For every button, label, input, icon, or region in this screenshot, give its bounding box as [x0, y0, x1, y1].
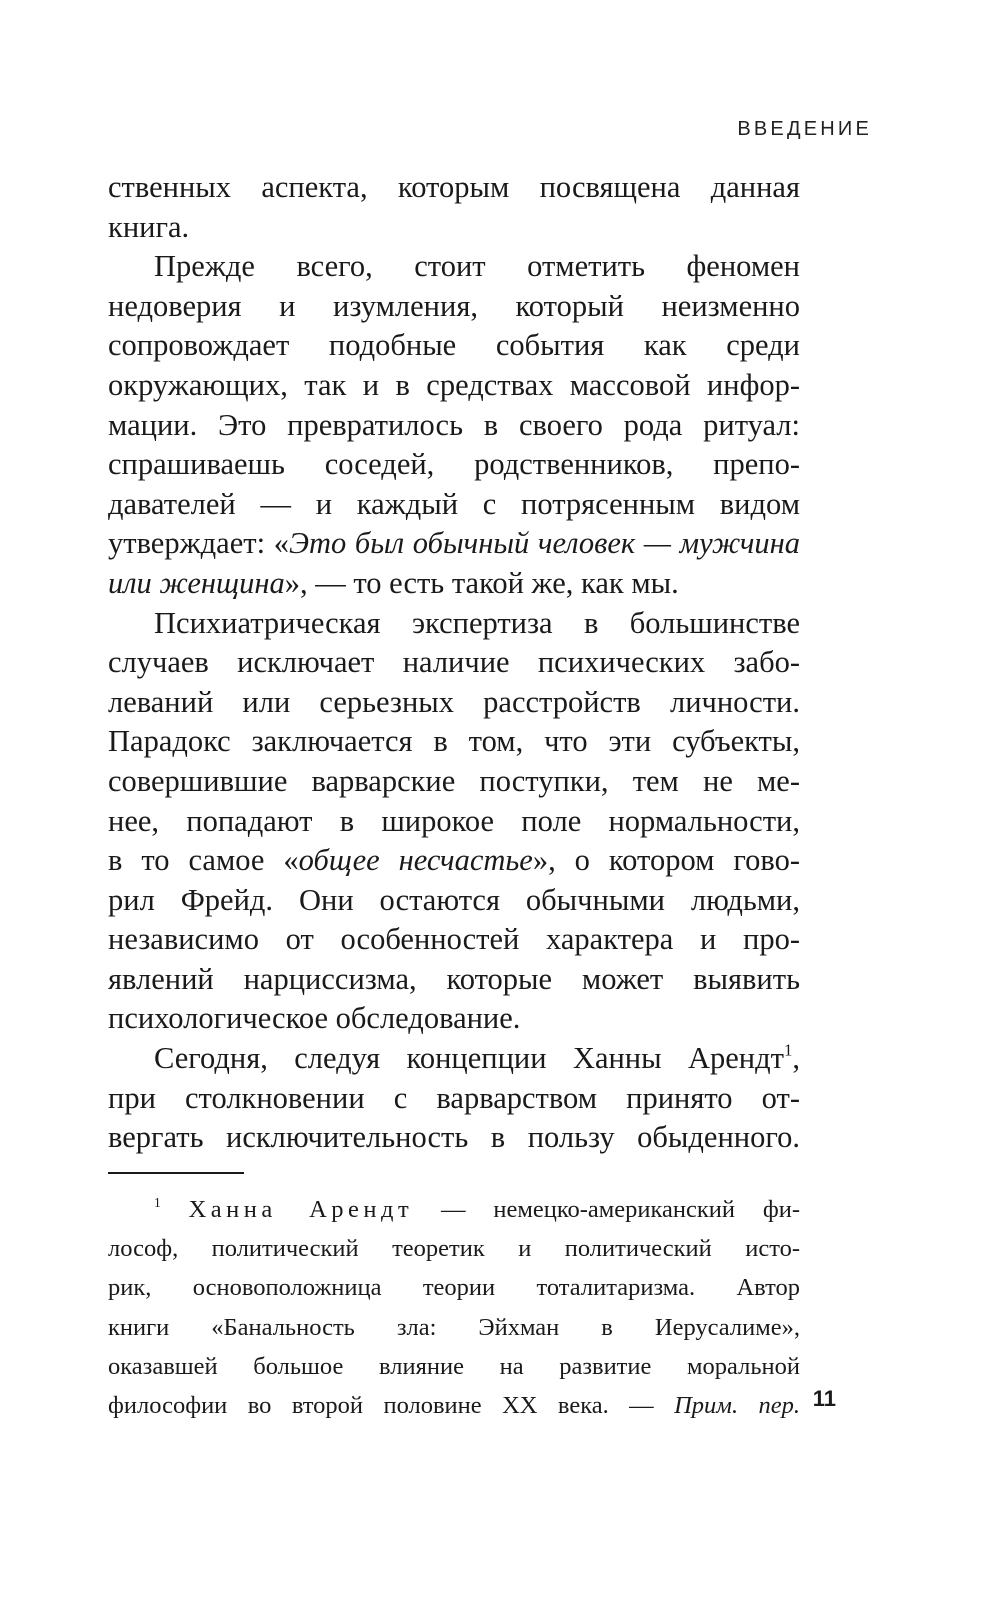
text-line: сопровождает подобные события как среди	[108, 328, 800, 363]
footnote-line: рик, основоположница теории тоталитаризма. Автор	[108, 1274, 800, 1302]
text-line: при столкновении с варварством принято от-	[108, 1080, 800, 1115]
text-line: ственных аспекта, которым посвящена данная	[108, 170, 800, 204]
footnote-line: оказавшей большое влияние на развитие моральной	[108, 1352, 800, 1380]
footnote-line	[108, 1386, 800, 1425]
text-line: книга.	[108, 209, 190, 244]
text-line: мации. Это превратилось в своего рода ритуал:	[108, 407, 800, 442]
text-line: вергать исключительность в пользу обыденного.	[108, 1120, 800, 1155]
text-line	[108, 1039, 800, 1079]
text-line: окружающих, так и в средствах массовой инфор-	[108, 367, 800, 402]
text-line	[108, 524, 800, 564]
text-run: — немецко-американский фи-	[413, 1196, 801, 1223]
italic-quote: общее несчастье	[298, 843, 533, 878]
text-line: совершившие варварские поступки, тем не ме-	[108, 763, 800, 798]
text-line: нее, попадают в широкое поле нормальности,	[108, 803, 800, 838]
text-line: леваний или серьезных расстройств личности.	[108, 684, 800, 719]
text-line	[108, 564, 800, 604]
italic-quote: или женщина	[108, 565, 285, 600]
translator-note: Прим. пер.	[674, 1391, 800, 1419]
text-line: Прежде всего, стоит отметить феномен	[154, 249, 800, 284]
footnote-line: книги «Банальность зла: Эйхман в Иерусалиме»,	[108, 1313, 800, 1341]
text-run: утверждает: «	[108, 526, 289, 561]
text-run: », — то есть такой же, как мы.	[284, 565, 679, 600]
text-run: философии во второй половине XX века. —	[108, 1391, 675, 1419]
text-run: Сегодня, следуя концепции Ханны Арендт	[154, 1041, 784, 1076]
text-line	[108, 841, 800, 881]
running-head: ВВЕДЕНИЕ	[737, 118, 872, 140]
footnote-line: лософ, политический теоретик и политический исто-	[108, 1235, 800, 1263]
text-run: », о котором гово-	[532, 843, 800, 878]
text-line: явлений нарциссизма, которые может выявить	[108, 961, 800, 996]
italic-quote: Это был обычный человек — мужчина	[288, 526, 800, 561]
text-line: независимо от особенностей характера и про-	[108, 922, 800, 957]
text-line: давателей — и каждый с потрясенным видом	[108, 486, 800, 521]
footnote-person-name: Ханна Арендт	[188, 1196, 414, 1223]
footnote-marker: 1	[154, 1194, 161, 1210]
footnote	[108, 1190, 800, 1425]
text-line: рил Фрейд. Они остаются обычными людьми,	[108, 882, 800, 917]
text-line: Парадокс заключается в том, что эти субъекты,	[108, 724, 800, 759]
text-run: в то самое «	[108, 843, 299, 878]
footnote-ref[interactable]: 1	[783, 1040, 793, 1060]
main-text	[108, 168, 800, 1158]
footnote-line	[108, 1190, 800, 1229]
text-run: ,	[792, 1041, 800, 1076]
text-line: психологическое обследование.	[108, 1001, 521, 1036]
text-line: спрашиваешь соседей, родственников, препо-	[108, 447, 800, 482]
page-number: 11	[812, 1386, 836, 1411]
text-line: случаев исключает наличие психических забо-	[108, 645, 800, 680]
text-line: Психиатрическая экспертиза в большинстве	[154, 605, 800, 640]
text-line: недоверия и изумления, который неизменно	[108, 288, 800, 323]
footnote-divider	[108, 1172, 244, 1174]
